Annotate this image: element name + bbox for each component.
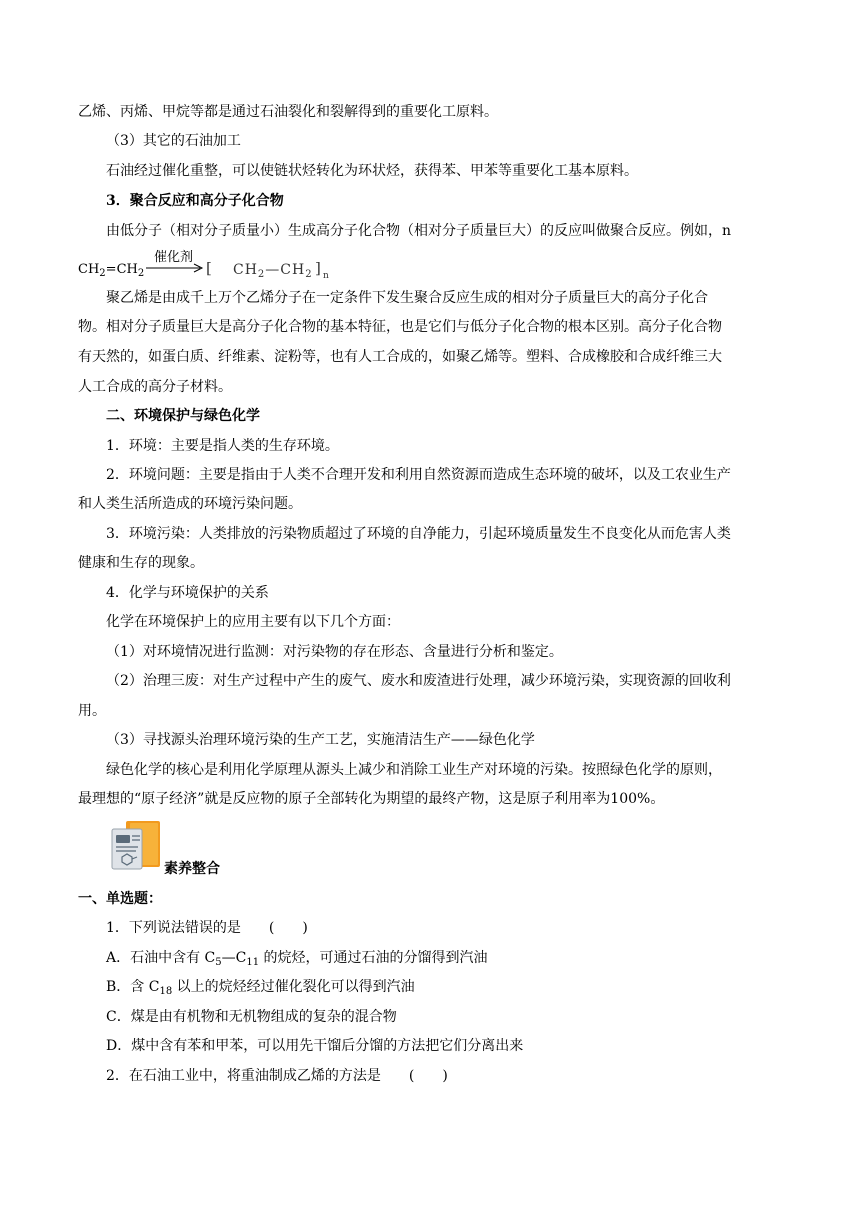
text-line: 4．化学与环境保护的关系 (106, 585, 269, 601)
text-line: 聚乙烯是由成千上万个乙烯分子在一定条件下发生聚合反应生成的相对分子质量巨大的高分子化合 (106, 290, 708, 306)
subscript: 2 (99, 268, 106, 279)
option-text: —C (221, 950, 247, 966)
section-title: 素养整合 (164, 861, 220, 877)
text-line: 人工合成的高分子材料。 (78, 379, 232, 395)
answer-option-a (106, 948, 784, 973)
text-line: （1）对环境情况进行监测：对污染物的存在形态、含量进行分析和鉴定。 (106, 644, 563, 660)
bond: — (265, 262, 281, 278)
product (233, 260, 313, 285)
option-text: 的烷烃，可通过石油的分馏得到汽油 (259, 950, 488, 966)
bracket-close: ] (315, 259, 321, 277)
degree-n: n (323, 271, 329, 281)
text-line: （3）寻找源头治理环境污染的生产工艺，实施清洁生产——绿色化学 (106, 732, 535, 748)
bracket-open: [ (206, 259, 212, 277)
section-heading: 二、环境保护与绿色化学 (106, 408, 260, 424)
subscript: 2 (137, 268, 145, 279)
text-line: 3．环境污染：人类排放的污染物质超过了环境的自净能力，引起环境质量发生不良变化从而危害人类 (106, 526, 731, 542)
product-text: CH (233, 262, 258, 278)
text-line: 绿色化学的核心是利用化学原理从源头上减少和消除工业生产对环境的污染。按照绿色化学的原则， (106, 762, 722, 778)
text-line: 用。 (78, 703, 106, 719)
product-text: CH (280, 262, 306, 278)
answer-option-c: C．煤是由有机物和无机物组成的复杂的混合物 (106, 1009, 397, 1025)
text-line: 2．环境问题：主要是指由于人类不合理开发和利用自然资源而造成生态环境的破坏，以及工农业生产 (106, 467, 731, 483)
reactant-text: CH (78, 262, 100, 277)
answer-option-b (106, 977, 784, 1002)
text-line: 物。相对分子质量巨大是高分子化合物的基本特征，也是它们与低分子化合物的根本区别。高分子化合物 (78, 319, 722, 335)
question-stem: 2．在石油工业中，将重油制成乙烯的方法是 ( ) (106, 1068, 448, 1084)
subscript: 18 (159, 986, 173, 997)
text-line: 石油经过催化重整，可以使链状烃转化为环状烃，获得苯、甲苯等重要化工基本原料。 (106, 163, 638, 179)
option-text: B．含 C (106, 979, 160, 995)
text-line: 健康和生存的现象。 (78, 555, 204, 571)
section-heading: 3．聚合反应和高分子化合物 (106, 193, 284, 209)
reactant (78, 260, 144, 284)
subscript: 11 (246, 957, 260, 968)
text-line: 最理想的“原子经济”就是反应物的原子全部转化为期望的最终产物，这是原子利用率为100%。 (78, 791, 665, 807)
catalyst-label: 催化剂 (154, 250, 194, 265)
text-line: （3）其它的石油加工 (106, 133, 241, 149)
chemical-equation (78, 250, 784, 281)
text-line: 乙烯、丙烯、甲烷等都是通过石油裂化和裂解得到的重要化工原料。 (78, 104, 498, 120)
text-line: 1．环境：主要是指人类的生存环境。 (106, 438, 339, 454)
answer-option-d: D．煤中含有苯和甲苯，可以用先干馏后分馏的方法把它们分离出来 (106, 1038, 524, 1054)
text-line: 有天然的，如蛋白质、纤维素、淀粉等，也有人工合成的，如聚乙烯等。塑料、合成橡胶和合成纤维三大 (78, 349, 722, 365)
text-line: 化学在环境保护上的应用主要有以下几个方面： (106, 614, 400, 630)
subscript: 2 (305, 269, 313, 280)
reactant-text: =CH (105, 262, 138, 277)
document-icon (110, 821, 162, 873)
option-text: 以上的烷烃经过催化裂化可以得到汽油 (172, 979, 415, 995)
subscript: 2 (257, 269, 266, 280)
option-text: A．石油中含有 C (106, 950, 216, 966)
text-line: 和人类生活所造成的环境污染问题。 (78, 496, 302, 512)
reaction-arrow-icon (146, 260, 206, 274)
question-stem: 1．下列说法错误的是 ( ) (106, 920, 308, 936)
question-type-heading: 一、单选题： (78, 891, 162, 907)
text-line: 由低分子（相对分子质量小）生成高分子化合物（相对分子质量巨大）的反应叫做聚合反应。例如，n (106, 223, 732, 239)
subscript: 5 (215, 957, 222, 968)
text-line: （2）治理三废：对生产过程中产生的废气、废水和废渣进行处理，减少环境污染，实现资源的回收利 (106, 673, 731, 689)
